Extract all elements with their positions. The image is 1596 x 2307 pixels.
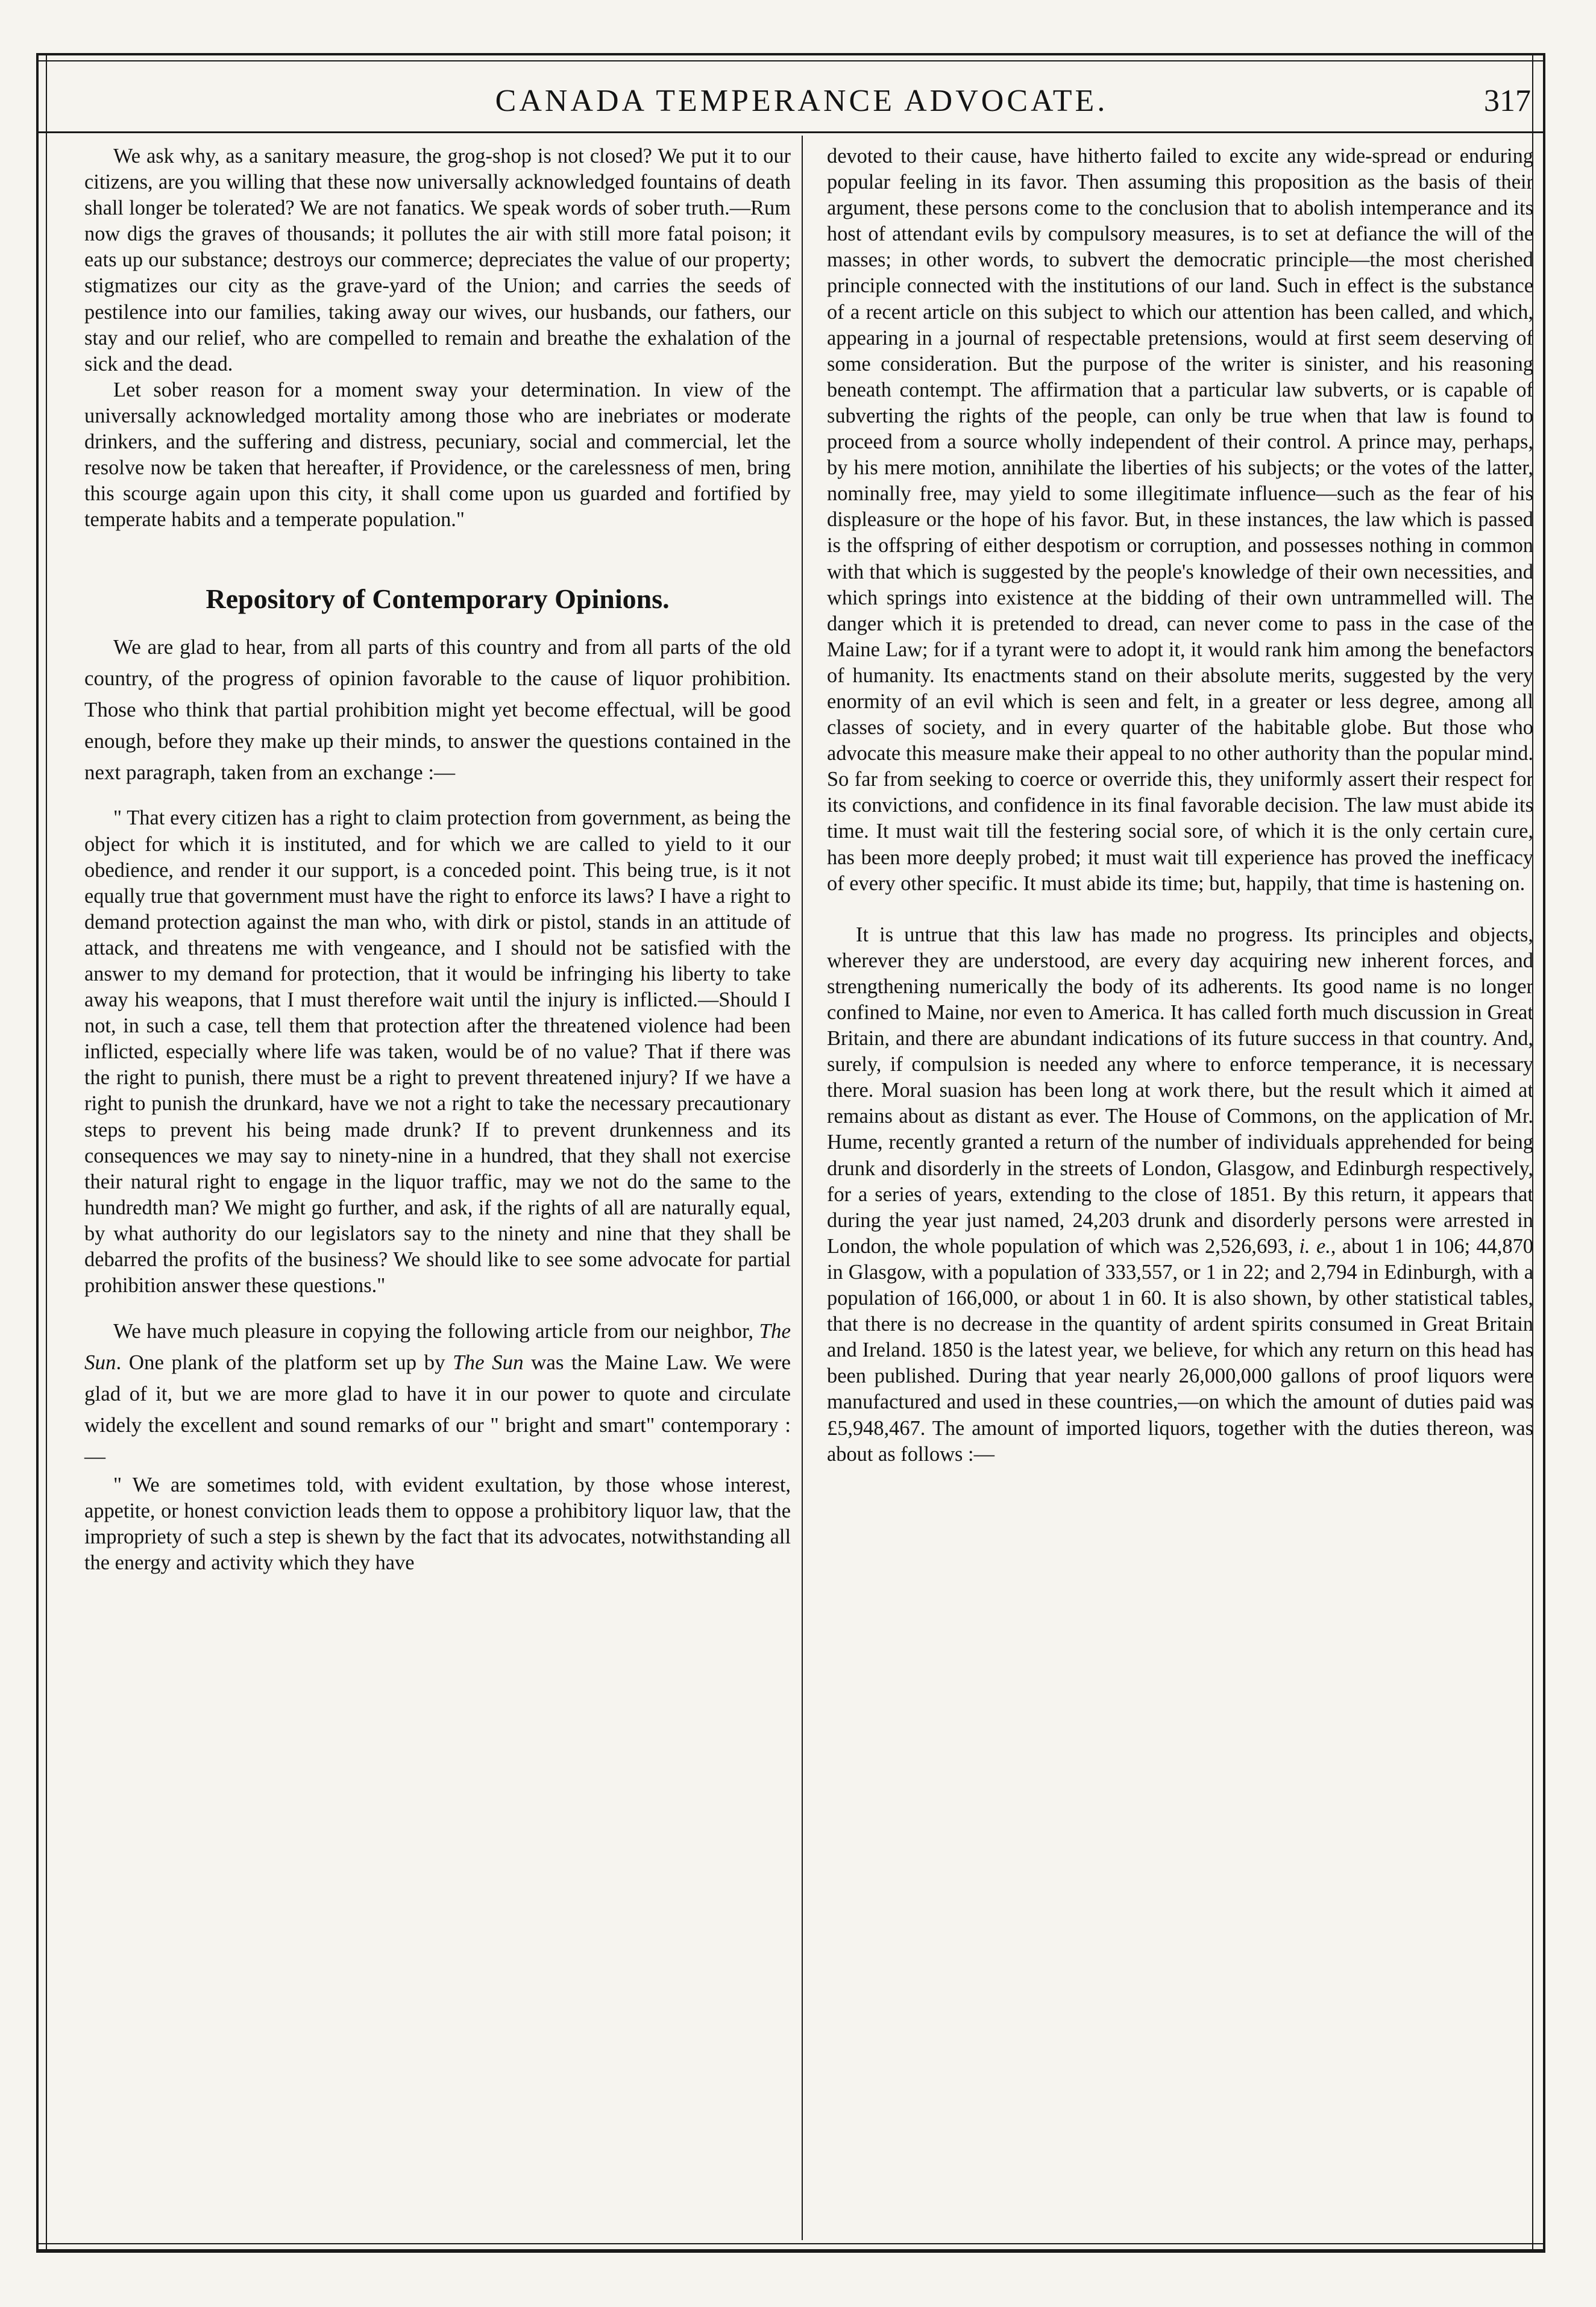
right-column (827, 143, 1533, 1467)
newspaper-name: The Sun (84, 1319, 791, 1375)
article-paragraph: It is untrue that this law has made no progress. Its principles and objects, wherever they are understood, are every day acquiring new inherent forces, and strengthening numerically the body of its adherents. Its good name is no longer confined to Maine, nor even to America. It has called forth much discussion in Great Britain, and there are abundant indications of its future success in that country. And, surely, if compulsion is needed any where to enforce temperance, it is necessary there. Moral suasion has been long at work there, but the result which it aimed at remains about as distant as ever. The House of Commons, on the application of Mr. Hume, recently granted a return of the number of individuals apprehended for being drunk and disorderly in the streets of London, Glasgow, and Edinburgh respectively, for a series of years, extending to the close of 1851. By this return, it appears that during the year just named, 24,203 drunk and disorderly persons were arrested in London, the whole population of which was 2,526,693, i. e., about 1 in 106; 44,870 in Glasgow, with a population of 333,557, or 1 in 22; and 2,794 in Edinburgh, with a population of 166,000, or about 1 in 60. It is also shown, by other statistical tables, that there is no decrease in the quantity of ardent spirits consumed in Great Britain and Ireland. 1850 is the latest year, we believe, for which any return on this head has been published. During that year nearly 26,000,000 gallons of proof liquors were manufactured and used in these countries,—on which the amount of duties paid was £5,948,467. The amount of imported liquors, together with the duties thereon, was about as follows :— (827, 923, 1533, 1466)
article-paragraph: We are glad to hear, from all parts of this country and from all parts of the old country, of the progress of opinion favorable to the cause of liquor prohibition. Those who think that partial prohibition might yet become effectual, will be good enough, before they make up their minds, to answer the questions contained in the next paragraph, taken from an exchange :— (84, 635, 791, 785)
article-paragraph: We have much pleasure in copying the following article from our neighbor, The Sun. One plank of the platform set up by The Sun was the Maine Law. We were glad of it, but we are more glad to have it in our power to quote and circulate widely the excellent and sound remarks of our " bright and smart" contemporary :— (84, 1319, 791, 1469)
running-head (72, 83, 1531, 125)
quoted-paragraph: " That every citizen has a right to claim protection from government, as being the object for which it is instituted, and for which we are called to yield to it our obedience, and render it our support, is a conceded point. This being true, is it not equally true that government must have the right to enforce its laws? I have a right to demand protection against the man who, with dirk or pistol, stands in an attitude of attack, and threatens me with vengeance, and I should not be satisfied with the answer to my demand for protection, that it would be infringing his liberty to take away his weapons, that I must therefore wait until the injury is inflicted.—Should I not, in such a case, tell them that protection after the threatened violence had been inflicted, especially where life was taken, would be of no value? That if there was the right to punish, there must be a right to prevent threatened injury? If we have a right to punish the drunkard, have we not a right to take the necessary precautionary steps to prevent his being made drunk? If to prevent drunkenness and its consequences we may say to ninety-nine in a hundred, that they shall not exercise their natural right to engage in the liquor traffic, may we not do the same to the hundredth man? We might go further, and ask, if the rights of all are naturally equal, by what authority do our legislators say to the ninety and nine that they shall be debarred the profits of the business? We should like to see some advocate for partial prohibition answer these questions." (84, 806, 791, 1298)
article-paragraph: We ask why, as a sanitary measure, the grog-shop is not closed? We put it to our citizens, are you willing that these now universally acknowledged fountains of death shall longer be tolerated? We are not fanatics. We speak words of sober truth.—Rum now digs the graves of thousands; it pollutes the air with still more fatal poison; it eats up our substance; destroys our commerce; depreciates the value of our property; stigmatizes our city as the grave-yard of the Union; and carries the seeds of pestilence into our families, taking away our wives, our husbands, our fathers, our stay and our relief, who are compelled to remain and breathe the exhalation of the sick and the dead. (84, 145, 791, 375)
newspaper-name: The Sun (453, 1351, 524, 1375)
quoted-paragraph: " We are sometimes told, with evident exultation, by those whose interest, appetite, or honest conviction leads them to oppose a prohibitory liquor law, that the impropriety of such a step is shewn by the fact that its advocates, notwithstanding all the energy and activity which they have (84, 1474, 791, 1575)
masthead-title: CANADA TEMPERANCE ADVOCATE. (495, 84, 1108, 118)
bottom-rule (36, 2249, 1545, 2253)
bottom-rule-thin (36, 2243, 1545, 2244)
left-column (84, 143, 791, 1577)
column-divider (802, 136, 803, 2240)
header-rule (36, 131, 1545, 133)
article-paragraph: devoted to their cause, have hitherto failed to excite any wide-spread or enduring popular feeling in its favor. Then assuming this proposition as the basis of their argument, these persons come to the conclusion that to abolish intemperance and its host of attendant evils by compulsory measures, is to set at defiance the will of the masses; in other words, to subvert the democratic principle—the most cherished principle connected with the institutions of our land. Such in effect is the substance of a recent article on this subject to which our attention has been called, and which, appearing in a journal of respectable pretensions, would at first seem deserving of some consideration. But the purpose of the writer is sinister, and his reasoning beneath contempt. The affirmation that a particular law subverts, or is capable of subverting the rights of the people, can only be true when that law is found to proceed from a source wholly independent of their control. A prince may, perhaps, by his mere motion, annihilate the liberties of his subjects; or the votes of the latter, nominally free, may yield to some illegitimate influence—such as the fear of his displeasure or the hope of his favor. But, in these instances, the law which is passed is the offspring of either despotism or corruption, and possesses nothing in common with that which is suggested by the people's knowledge of their own necessities, and which springs into existence at the bidding of their own untrammelled will. The danger which it is pretended to dread, can never come to pass in the case of the Maine Law; for if a tyrant were to adopt it, it would rank him among the benefactors of humanity. Its enactments stand on their absolute merits, suggested by the very enormity of an evil which is seen and felt, in a greater or less degree, among all classes of society, and in every quarter of the habitable globe. But those who advocate this measure make their appeal to no other authority than the popular mind. So far from seeking to coerce or override this, they uniformly assert their respect for its convictions, and confidence in its final favorable decision. The law must abide its time. It must wait till the festering social sore, of which it is the only certain cure, has been more deeply probed; it must wait till experience has proved the inefficacy of every other specific. It must abide its time; but, happily, that time is hastening on. (827, 145, 1533, 895)
article-paragraph: Let sober reason for a moment sway your determination. In view of the universally acknowledged mortality among those who are inebriates or moderate drinkers, and the suffering and distress, pecuniary, social and commercial, let the resolve now be taken that hereafter, if Providence, or the carelessness of men, bring this scourge again upon this city, it shall come upon us guarded and fortified by temperate habits and a temperate population." (84, 378, 791, 532)
section-heading: Repository of Contemporary Opinions. (206, 583, 670, 615)
page-number: 317 (1484, 84, 1531, 118)
